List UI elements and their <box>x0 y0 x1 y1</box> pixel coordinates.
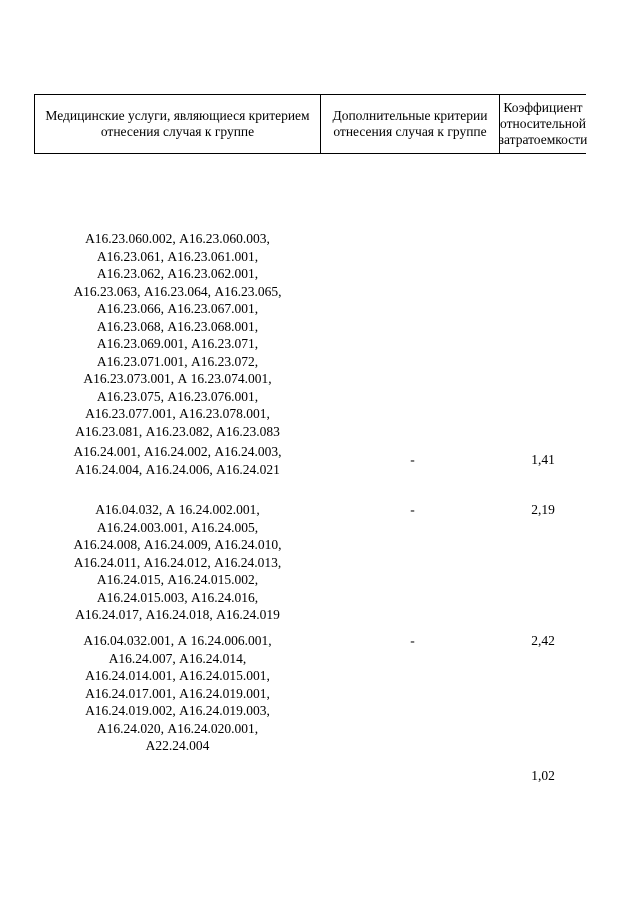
table-row <box>34 230 586 440</box>
service-line: А16.24.020, А16.24.020.001, <box>96 720 259 736</box>
document-table <box>34 94 588 783</box>
coefficient-cell: 1,02 <box>531 768 555 783</box>
service-line: А16.24.008, А16.24.009, А16.24.010, <box>73 537 282 552</box>
header-services: Медицинские услуги, являющиеся критерием отнесения случая к группе <box>34 95 321 153</box>
service-line: А16.24.007, А16.24.014, <box>108 650 247 666</box>
criteria-cell <box>321 632 500 755</box>
table-row <box>34 501 586 624</box>
service-line: А16.24.017.001, А16.24.019.001, <box>85 685 270 701</box>
service-line: А16.23.063, А16.23.064, А16.23.065, <box>73 283 282 299</box>
service-line: А16.23.073.001, А 16.23.074.001, <box>83 371 272 386</box>
service-line: А16.24.001, А16.24.002, А16.24.003, <box>73 444 282 459</box>
table-row <box>34 443 586 478</box>
criteria-cell <box>321 501 500 624</box>
services-cell <box>34 230 321 440</box>
criteria-value: - <box>410 633 415 648</box>
services-cell <box>34 767 321 785</box>
service-line: А16.24.003.001, А16.24.005, <box>96 519 259 535</box>
service-line: А16.23.077.001, А16.23.078.001, <box>85 406 270 421</box>
criteria-cell <box>321 767 500 785</box>
service-line: А16.24.017, А16.24.018, А16.24.019 <box>75 607 280 622</box>
service-line: А16.24.015, А16.24.015.002, <box>96 572 259 587</box>
service-line: А16.24.011, А16.24.012, А16.24.013, <box>73 554 282 570</box>
service-line: А16.23.075, А16.23.076.001, <box>96 388 259 404</box>
service-line: А16.23.068, А16.23.068.001, <box>96 318 259 334</box>
table-row <box>34 767 586 785</box>
services-cell <box>34 501 321 624</box>
service-line: А16.24.015.003, А16.24.016, <box>96 589 259 605</box>
service-line: А16.23.062, А16.23.062.001, <box>96 266 259 281</box>
service-line: А16.23.069.001, А16.23.071, <box>96 336 259 351</box>
service-line: А16.23.071.001, А16.23.072, <box>96 353 259 369</box>
table-header <box>34 94 586 154</box>
services-cell <box>34 632 321 755</box>
service-line: А16.04.032, А 16.24.002.001, <box>95 502 260 517</box>
criteria-value: - <box>410 452 415 467</box>
service-line: А16.23.081, А16.23.082, А16.23.083 <box>75 423 280 439</box>
table-row <box>34 632 586 755</box>
service-line: А16.24.019.002, А16.24.019.003, <box>85 703 270 718</box>
criteria-cell <box>321 443 500 478</box>
coefficient-cell: 1,41 <box>531 452 555 467</box>
services-cell <box>34 443 321 478</box>
criteria-value: - <box>410 502 415 517</box>
service-line: А16.23.066, А16.23.067.001, <box>96 301 259 316</box>
coefficient-cell: 2,19 <box>531 502 555 517</box>
service-line: А16.24.014.001, А16.24.015.001, <box>85 668 270 683</box>
service-line: А22.24.004 <box>145 738 210 753</box>
service-line: А16.23.060.002, А16.23.060.003, <box>85 231 270 246</box>
criteria-cell <box>321 230 500 440</box>
service-line: А16.24.004, А16.24.006, А16.24.021 <box>75 461 280 477</box>
service-line: А16.04.032.001, А 16.24.006.001, <box>83 633 272 648</box>
header-criteria: Дополнительные критерии отнесения случая к группе <box>321 95 500 153</box>
coefficient-cell: 2,42 <box>531 633 555 648</box>
coefficient-cell <box>500 230 586 440</box>
header-coefficient: Коэффициент относительной затратоемкости <box>498 100 588 147</box>
service-line: А16.23.061, А16.23.061.001, <box>96 248 259 264</box>
